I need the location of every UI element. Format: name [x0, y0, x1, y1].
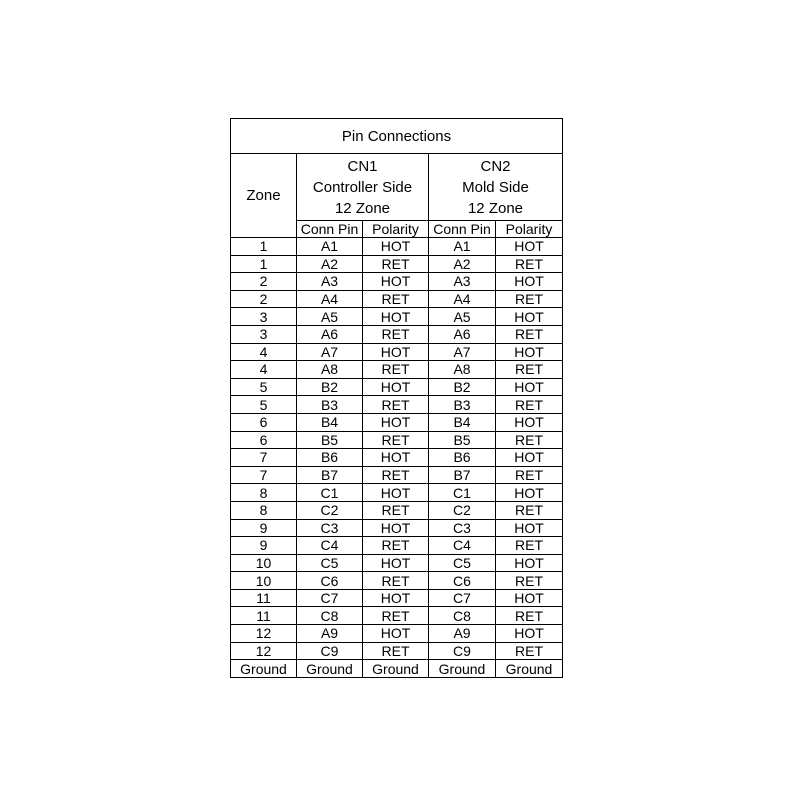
- cn1-zone-count-label: 12 Zone: [334, 199, 391, 217]
- cn2-conn-pin-cell: B5: [429, 431, 496, 449]
- table-row: [231, 554, 563, 572]
- cn2-conn-pin-cell: A4: [429, 290, 496, 308]
- table-row: [231, 519, 563, 537]
- cn1-polarity-cell: RET: [363, 466, 429, 484]
- cn1-conn-pin-cell: C2: [297, 501, 363, 519]
- table-row: [231, 255, 563, 273]
- cn1-conn-pin-cell: C5: [297, 554, 363, 572]
- cn1-polarity-cell: HOT: [363, 238, 429, 256]
- zone-cell: 10: [231, 572, 297, 590]
- cn2-conn-pin-cell: C1: [429, 484, 496, 502]
- zone-cell: 4: [231, 343, 297, 361]
- table-row: [231, 396, 563, 414]
- cn1-conn-pin-cell: C9: [297, 642, 363, 660]
- cn2-conn-pin-cell: A6: [429, 325, 496, 343]
- cn2-conn-pin-cell: C4: [429, 537, 496, 555]
- cn1-polarity-cell: RET: [363, 537, 429, 555]
- zone-cell: 3: [231, 325, 297, 343]
- cn1-polarity-cell: HOT: [363, 554, 429, 572]
- zone-cell: 9: [231, 519, 297, 537]
- cn1-header: [297, 154, 429, 221]
- table-row: [231, 660, 563, 678]
- table-row: [231, 378, 563, 396]
- cn2-conn-pin-cell: A7: [429, 343, 496, 361]
- cn2-polarity-cell: RET: [496, 572, 563, 590]
- cn2-polarity-cell: HOT: [496, 273, 563, 291]
- cn2-conn-pin-cell: B7: [429, 466, 496, 484]
- cn1-conn-pin-cell: B5: [297, 431, 363, 449]
- table-row: [231, 273, 563, 291]
- cn1-polarity-cell: Ground: [363, 660, 429, 678]
- table-body: [231, 238, 563, 678]
- zone-cell: 6: [231, 413, 297, 431]
- zone-cell: 8: [231, 484, 297, 502]
- cn2-conn-pin-cell: A9: [429, 625, 496, 643]
- cn2-polarity-cell: RET: [496, 607, 563, 625]
- zone-cell: 6: [231, 431, 297, 449]
- cn2-polarity-cell: RET: [496, 431, 563, 449]
- table-row: [231, 325, 563, 343]
- cn1-polarity-header: Polarity: [363, 221, 429, 238]
- zone-cell: 7: [231, 466, 297, 484]
- zone-cell: 5: [231, 378, 297, 396]
- cn1-conn-pin-cell: C3: [297, 519, 363, 537]
- table-row: [231, 466, 563, 484]
- cn1-conn-pin-cell: A2: [297, 255, 363, 273]
- cn1-polarity-cell: RET: [363, 501, 429, 519]
- cn2-polarity-cell: HOT: [496, 589, 563, 607]
- cn2-polarity-cell: HOT: [496, 554, 563, 572]
- table-title: Pin Connections: [231, 119, 563, 154]
- cn1-conn-pin-cell: C6: [297, 572, 363, 590]
- zone-cell: 8: [231, 501, 297, 519]
- cn2-conn-pin-cell: C7: [429, 589, 496, 607]
- cn2-connector-label: CN2: [480, 157, 511, 175]
- cn1-conn-pin-header: Conn Pin: [297, 221, 363, 238]
- zone-cell: 10: [231, 554, 297, 572]
- cn1-conn-pin-cell: C8: [297, 607, 363, 625]
- table-row: [231, 361, 563, 379]
- zone-cell: 2: [231, 290, 297, 308]
- cn1-conn-pin-cell: B6: [297, 449, 363, 467]
- cn1-polarity-cell: RET: [363, 396, 429, 414]
- zone-cell: 2: [231, 273, 297, 291]
- zone-cell: 1: [231, 255, 297, 273]
- cn2-conn-pin-cell: B3: [429, 396, 496, 414]
- cn2-conn-pin-cell: Ground: [429, 660, 496, 678]
- table-row: [231, 607, 563, 625]
- table-row: [231, 413, 563, 431]
- cn2-side-label: Mold Side: [462, 178, 529, 196]
- cn1-polarity-cell: HOT: [363, 273, 429, 291]
- cn1-conn-pin-cell: A8: [297, 361, 363, 379]
- cn1-polarity-cell: RET: [363, 255, 429, 273]
- cn2-polarity-cell: HOT: [496, 519, 563, 537]
- cn1-polarity-cell: HOT: [363, 519, 429, 537]
- cn2-polarity-cell: HOT: [496, 308, 563, 326]
- cn2-polarity-cell: HOT: [496, 238, 563, 256]
- table-row: [231, 449, 563, 467]
- cn2-conn-pin-cell: C3: [429, 519, 496, 537]
- cn2-conn-pin-cell: B2: [429, 378, 496, 396]
- cn1-polarity-cell: HOT: [363, 625, 429, 643]
- cn1-polarity-cell: HOT: [363, 308, 429, 326]
- zone-cell: Ground: [231, 660, 297, 678]
- cn1-conn-pin-cell: B2: [297, 378, 363, 396]
- cn2-conn-pin-cell: C6: [429, 572, 496, 590]
- cn2-conn-pin-cell: A8: [429, 361, 496, 379]
- cn1-conn-pin-cell: C1: [297, 484, 363, 502]
- table-row: [231, 501, 563, 519]
- cn2-polarity-cell: HOT: [496, 343, 563, 361]
- cn1-conn-pin-cell: C7: [297, 589, 363, 607]
- cn2-conn-pin-cell: A5: [429, 308, 496, 326]
- table-row: [231, 290, 563, 308]
- cn2-polarity-cell: HOT: [496, 625, 563, 643]
- cn1-conn-pin-cell: A9: [297, 625, 363, 643]
- table-row: [231, 572, 563, 590]
- table-row: [231, 431, 563, 449]
- pin-connections-table: [230, 118, 563, 678]
- cn2-polarity-cell: RET: [496, 466, 563, 484]
- cn2-conn-pin-cell: C2: [429, 501, 496, 519]
- cn2-conn-pin-cell: B6: [429, 449, 496, 467]
- cn1-conn-pin-cell: A3: [297, 273, 363, 291]
- cn1-polarity-cell: HOT: [363, 589, 429, 607]
- zone-cell: 1: [231, 238, 297, 256]
- cn2-header: [429, 154, 563, 221]
- cn1-conn-pin-cell: A4: [297, 290, 363, 308]
- zone-cell: 5: [231, 396, 297, 414]
- cn1-side-label: Controller Side: [312, 178, 413, 196]
- cn1-conn-pin-cell: B7: [297, 466, 363, 484]
- zone-cell: 11: [231, 589, 297, 607]
- cn2-polarity-cell: HOT: [496, 378, 563, 396]
- cn2-polarity-cell: HOT: [496, 413, 563, 431]
- cn2-polarity-cell: RET: [496, 255, 563, 273]
- cn2-conn-pin-cell: B4: [429, 413, 496, 431]
- cn1-polarity-cell: RET: [363, 607, 429, 625]
- cn2-polarity-cell: RET: [496, 325, 563, 343]
- cn2-conn-pin-cell: A3: [429, 273, 496, 291]
- cn1-conn-pin-cell: B4: [297, 413, 363, 431]
- table-row: [231, 589, 563, 607]
- cn1-polarity-cell: RET: [363, 642, 429, 660]
- cn2-polarity-cell: RET: [496, 642, 563, 660]
- cn2-conn-pin-cell: C5: [429, 554, 496, 572]
- cn1-conn-pin-cell: Ground: [297, 660, 363, 678]
- cn2-polarity-cell: RET: [496, 361, 563, 379]
- cn1-polarity-cell: RET: [363, 361, 429, 379]
- cn2-polarity-cell: HOT: [496, 449, 563, 467]
- cn1-polarity-cell: HOT: [363, 449, 429, 467]
- zone-cell: 11: [231, 607, 297, 625]
- cn2-conn-pin-header: Conn Pin: [429, 221, 496, 238]
- cn1-conn-pin-cell: A1: [297, 238, 363, 256]
- zone-header: Zone: [231, 154, 297, 238]
- cn1-polarity-cell: HOT: [363, 343, 429, 361]
- cn1-conn-pin-cell: A7: [297, 343, 363, 361]
- cn1-conn-pin-cell: B3: [297, 396, 363, 414]
- table-row: [231, 642, 563, 660]
- table-row: [231, 238, 563, 256]
- cn1-polarity-cell: HOT: [363, 378, 429, 396]
- zone-cell: 7: [231, 449, 297, 467]
- cn1-conn-pin-cell: A5: [297, 308, 363, 326]
- zone-cell: 12: [231, 625, 297, 643]
- cn1-polarity-cell: RET: [363, 290, 429, 308]
- zone-cell: 3: [231, 308, 297, 326]
- table-row: [231, 537, 563, 555]
- zone-cell: 9: [231, 537, 297, 555]
- cn1-polarity-cell: HOT: [363, 484, 429, 502]
- cn2-zone-count-label: 12 Zone: [467, 199, 524, 217]
- cn2-conn-pin-cell: C9: [429, 642, 496, 660]
- table-row: [231, 308, 563, 326]
- cn1-polarity-cell: RET: [363, 572, 429, 590]
- cn1-connector-label: CN1: [347, 157, 378, 175]
- cn2-conn-pin-cell: C8: [429, 607, 496, 625]
- cn2-conn-pin-cell: A1: [429, 238, 496, 256]
- zone-cell: 4: [231, 361, 297, 379]
- zone-cell: 12: [231, 642, 297, 660]
- cn1-conn-pin-cell: C4: [297, 537, 363, 555]
- cn1-polarity-cell: RET: [363, 325, 429, 343]
- cn2-polarity-header: Polarity: [496, 221, 563, 238]
- cn2-conn-pin-cell: A2: [429, 255, 496, 273]
- cn2-polarity-cell: HOT: [496, 484, 563, 502]
- cn2-polarity-cell: Ground: [496, 660, 563, 678]
- cn1-polarity-cell: RET: [363, 431, 429, 449]
- cn2-polarity-cell: RET: [496, 396, 563, 414]
- table-row: [231, 484, 563, 502]
- table-row: [231, 343, 563, 361]
- cn1-conn-pin-cell: A6: [297, 325, 363, 343]
- cn2-polarity-cell: RET: [496, 537, 563, 555]
- cn2-polarity-cell: RET: [496, 290, 563, 308]
- cn1-polarity-cell: HOT: [363, 413, 429, 431]
- table-row: [231, 625, 563, 643]
- cn2-polarity-cell: RET: [496, 501, 563, 519]
